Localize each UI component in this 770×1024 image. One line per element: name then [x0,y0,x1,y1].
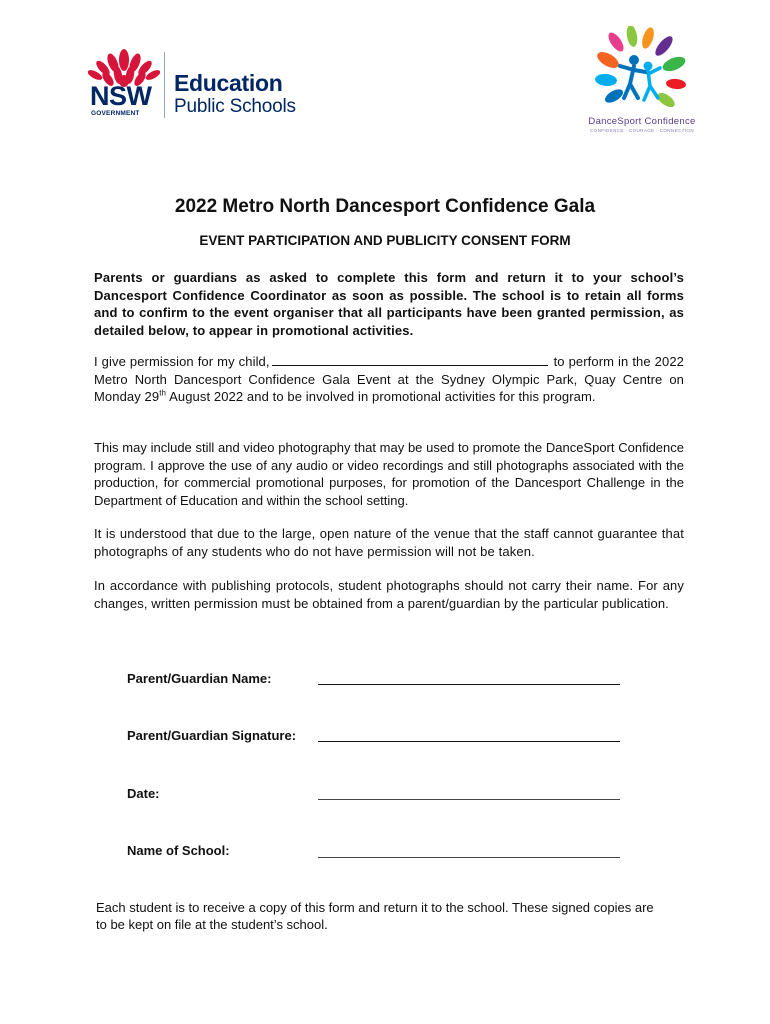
school-name-label: Name of School: [127,843,230,858]
photography-paragraph: This may include still and video photography that may be used to promote the DanceSport Confidence program. I approve the use of any audio or video recordings and still photographs associated with the production, for commercial promotional purposes, for promotion of the Dancesport Challenge in the Department of Education and within the school setting. [94,440,684,508]
form-title: 2022 Metro North Dancesport Confidence Gala [174,196,596,217]
date-line[interactable] [318,799,620,800]
dancer-leaves-icon [590,26,690,116]
permission-text-middle: to perform in the 2022 Metro North Dancesport Confidence Gala Event at the Sydney Olympic Park, Quay Centre on Monday 29 [94,354,684,404]
date-ordinal: th [159,388,167,398]
parent-name-line[interactable] [318,684,620,685]
form-subtitle: EVENT PARTICIPATION AND PUBLICITY CONSENT FORM [199,233,571,248]
publishing-paragraph: In accordance with publishing protocols, student photographs should not carry their name. For any changes, written permission must be obtained from a parent/guardian by the particular publication. [94,578,684,611]
venue-paragraph: It is understood that due to the large, open nature of the venue that the staff cannot guarantee that photographs of any students who do not have permission will not be taken. [94,526,684,559]
parent-signature-line[interactable] [318,741,620,742]
nsw-education-logo [88,48,328,124]
permission-paragraph [94,353,684,406]
permission-text-start: I give permission for my child, [94,354,270,369]
dancesport-tagline: CONFIDENCE · COURAGE · CONNECTION [590,128,694,133]
parent-name-label: Parent/Guardian Name: [127,671,272,686]
school-name-line[interactable] [318,857,620,858]
date-label: Date: [127,786,160,801]
nsw-government-label: GOVERNMENT [91,110,140,117]
child-name-blank[interactable] [272,353,548,366]
public-schools-subtitle: Public Schools [174,96,296,117]
intro-paragraph: Parents or guardians as asked to complete this form and return it to your school’s Dancesport Confidence Coordinator as soon as possible. The school is to retain all forms and to confirm to the event organiser that all participants have been granted permission, as detailed below, to appear in promotional activities. [94,270,684,338]
dancesport-confidence-logo [580,26,700,138]
parent-signature-label: Parent/Guardian Signature: [127,728,297,743]
footer-note: Each student is to receive a copy of this form and return it to the school. These signed copies are to be kept on file at the student’s school. [96,900,654,932]
education-title: Education [174,70,283,96]
dancesport-name: DanceSport Confidence [588,116,696,127]
logo-divider [164,52,165,118]
permission-text-end: August 2022 and to be involved in promotional activities for this program. [166,389,596,404]
nsw-wordmark: NSW [90,81,152,111]
